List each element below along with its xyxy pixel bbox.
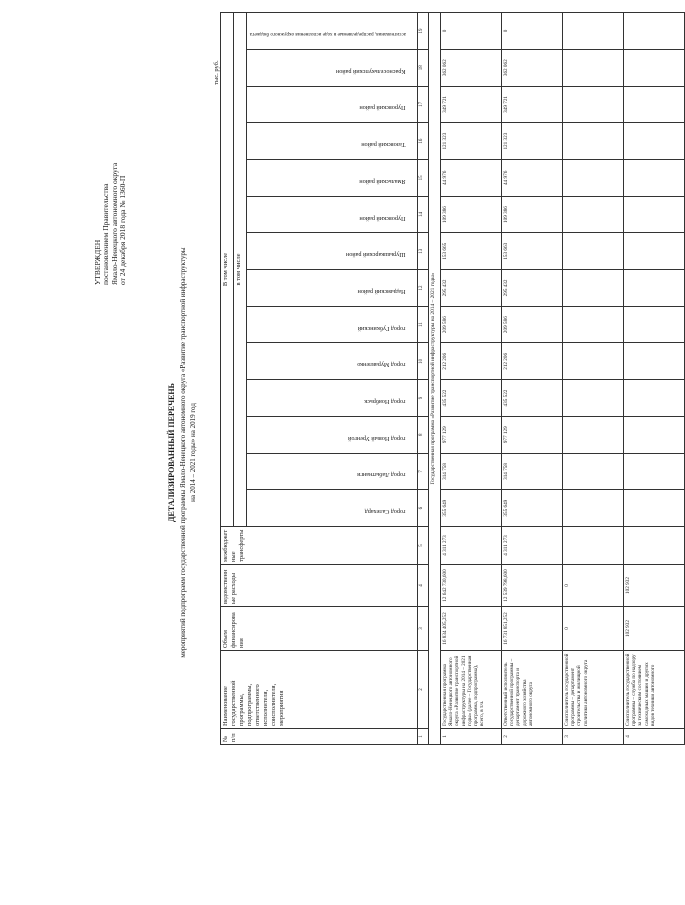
row-value: 109 386 <box>502 196 563 233</box>
col-number: 13 <box>418 233 429 270</box>
row-value: 435 522 <box>502 380 563 417</box>
row-value <box>563 416 624 453</box>
row-value <box>563 380 624 417</box>
row-value: 349 721 <box>502 86 563 123</box>
row-value <box>624 306 685 343</box>
row-value: 977 129 <box>441 416 502 453</box>
col-number: 8 <box>418 416 429 453</box>
header-group: В том числе <box>221 13 234 527</box>
row-value: 362 062 <box>502 49 563 86</box>
col-number: 3 <box>418 607 429 651</box>
col-number: 1 <box>418 729 429 745</box>
row-value <box>563 13 624 50</box>
row-value <box>563 490 624 527</box>
table-header-row <box>221 13 234 745</box>
row-no: 3 <box>563 729 624 745</box>
col-number: 11 <box>418 306 429 343</box>
municipality-header: город Губкинский <box>247 306 418 343</box>
row-value: 109 386 <box>441 196 502 233</box>
row-value <box>563 343 624 380</box>
row-transfers <box>563 527 624 565</box>
municipality-header: Ямальский район <box>247 159 418 196</box>
col-number: 7 <box>418 453 429 490</box>
row-dept: 12 642 730,600 <box>441 565 502 607</box>
row-value <box>624 416 685 453</box>
row-value: 355 649 <box>441 490 502 527</box>
row-volume: 0 <box>563 607 624 651</box>
row-name: Соисполнитель государственной программы – департамент строительства и жилищной политики автономного округа <box>563 651 624 729</box>
municipality-header: Тазовский район <box>247 123 418 160</box>
row-value: 209 586 <box>502 306 563 343</box>
col-number: 14 <box>418 196 429 233</box>
row-volume: 16 834 405,252 <box>441 607 502 651</box>
document-subtitle-line2: на 2014 – 2021 годы» на 2019 год <box>189 403 197 502</box>
row-name: Ответственный исполнитель государственной программы – департамент транспорта и дорожного хозяйства автономного округа <box>502 651 563 729</box>
row-value <box>563 270 624 307</box>
row-value <box>563 196 624 233</box>
approval-line: Ямало-Ненецкого автономного округа <box>109 162 119 285</box>
col-number: 10 <box>418 343 429 380</box>
table-row <box>624 13 685 745</box>
row-value: 44 976 <box>441 159 502 196</box>
row-name: Государственная программа Ямало-Ненецкого автономного округа «Развитие транспортной инфраструктуры на 2014 – 2021 годы» (далее – Государственная программа, подпрограмма), всего, в т.ч. <box>441 651 502 729</box>
row-value: 435 522 <box>441 380 502 417</box>
col-number: 6 <box>418 490 429 527</box>
row-value: 314 758 <box>502 453 563 490</box>
approval-line: от 24 декабря 2018 года № 1360-П <box>117 175 127 285</box>
row-value: 44 976 <box>502 159 563 196</box>
header-name: Наименование государственной программы, подпрограммы, ответственного исполнителя, соисполнителя, мероприятия <box>221 651 418 729</box>
row-value: 153 663 <box>502 233 563 270</box>
row-value <box>563 86 624 123</box>
column-number-row <box>418 13 429 745</box>
row-value: 314 758 <box>441 453 502 490</box>
row-value <box>624 159 685 196</box>
row-no: 4 <box>624 729 685 745</box>
col-number: 9 <box>418 380 429 417</box>
row-value: 349 721 <box>441 86 502 123</box>
header-volume: Объем финансирования <box>221 607 418 651</box>
row-value: 362 062 <box>441 49 502 86</box>
approval-line: УТВЕРЖДЕН <box>93 239 102 285</box>
row-value: 121 323 <box>502 123 563 160</box>
header-no: № п/п <box>221 729 418 745</box>
col-number: 16 <box>418 123 429 160</box>
row-value <box>624 380 685 417</box>
approval-stamp <box>94 163 127 285</box>
municipality-header: Пуровский район <box>247 86 418 123</box>
municipality-header: Шурышкарский район <box>247 233 418 270</box>
header-subgroup: в том числе <box>234 13 247 527</box>
row-value: 295 432 <box>441 270 502 307</box>
header-transfers: межбюджетные трансферты <box>221 527 418 565</box>
table-row <box>441 13 502 745</box>
approval-line: постановлением Правительства <box>101 183 111 285</box>
row-value <box>563 123 624 160</box>
row-value: 0 <box>441 13 502 50</box>
row-transfers <box>624 527 685 565</box>
row-value: 153 665 <box>441 233 502 270</box>
municipality-header: город Новый Уренгой <box>247 416 418 453</box>
row-value <box>563 306 624 343</box>
row-value <box>624 196 685 233</box>
row-dept: 0 <box>563 565 624 607</box>
row-volume: 102 932 <box>624 607 685 651</box>
col-number: 17 <box>418 86 429 123</box>
col-number: 2 <box>418 651 429 729</box>
col-number: 4 <box>418 565 429 607</box>
row-value <box>624 86 685 123</box>
municipality-header: Красноселькупский район <box>247 49 418 86</box>
col-number: 18 <box>418 49 429 86</box>
row-value <box>624 453 685 490</box>
table-row <box>563 13 624 745</box>
row-value <box>624 343 685 380</box>
row-value <box>624 49 685 86</box>
municipality-header: город Муравленко <box>247 343 418 380</box>
row-value: 0 <box>502 13 563 50</box>
units-label: тыс. руб. <box>213 60 220 85</box>
row-value <box>624 233 685 270</box>
col-number: 12 <box>418 270 429 307</box>
row-value: 295 432 <box>502 270 563 307</box>
row-value <box>563 49 624 86</box>
row-value: 355 649 <box>502 490 563 527</box>
row-value <box>563 233 624 270</box>
row-value: 121 323 <box>441 123 502 160</box>
row-no: 2 <box>502 729 563 745</box>
row-value <box>563 453 624 490</box>
municipality-header: ассигнования, распределяемые в ходе исполнения окружного бюджета <box>247 13 418 50</box>
municipality-header: город Салехард <box>247 490 418 527</box>
row-value: 212 206 <box>441 343 502 380</box>
municipality-header: Надымский район <box>247 270 418 307</box>
row-value <box>624 123 685 160</box>
row-no: 1 <box>441 729 502 745</box>
budget-table <box>220 12 685 745</box>
document-subtitle: мероприятий подпрограмм государственной программы Ямало-Ненецкого автономного округа «Развитие транспортной инфраструктуры <box>179 247 187 658</box>
row-transfers: 4 311 273 <box>441 527 502 565</box>
municipality-header: город Лабытнанги <box>247 453 418 490</box>
row-dept: 102 932 <box>624 565 685 607</box>
row-value: 212 206 <box>502 343 563 380</box>
document-title: ДЕТАЛИЗИРОВАННЫЙ ПЕРЕЧЕНЬ <box>167 383 176 522</box>
row-volume: 16 731 851,252 <box>502 607 563 651</box>
row-value <box>624 270 685 307</box>
header-dept: ведомственные расходы <box>221 565 418 607</box>
municipality-header: город Ноябрьск <box>247 380 418 417</box>
col-number: 19 <box>418 13 429 50</box>
row-name: Соисполнитель государственной программы – служба по надзору за техническим состоянием самоходных машин и других видов техники автономного <box>624 651 685 729</box>
row-value: 209 586 <box>441 306 502 343</box>
program-title-row <box>429 13 441 745</box>
row-value <box>563 159 624 196</box>
row-dept: 12 539 798,600 <box>502 565 563 607</box>
row-value: 977 129 <box>502 416 563 453</box>
municipality-header: Пуровский район <box>247 196 418 233</box>
col-number: 5 <box>418 527 429 565</box>
row-value <box>624 490 685 527</box>
row-value <box>624 13 685 50</box>
table-row <box>502 13 563 745</box>
col-number: 15 <box>418 159 429 196</box>
program-title: Государственная программа «Развитие транспортной инфраструктуры на 2014 – 2021 годы» <box>429 13 441 745</box>
row-transfers: 4 311 273 <box>502 527 563 565</box>
